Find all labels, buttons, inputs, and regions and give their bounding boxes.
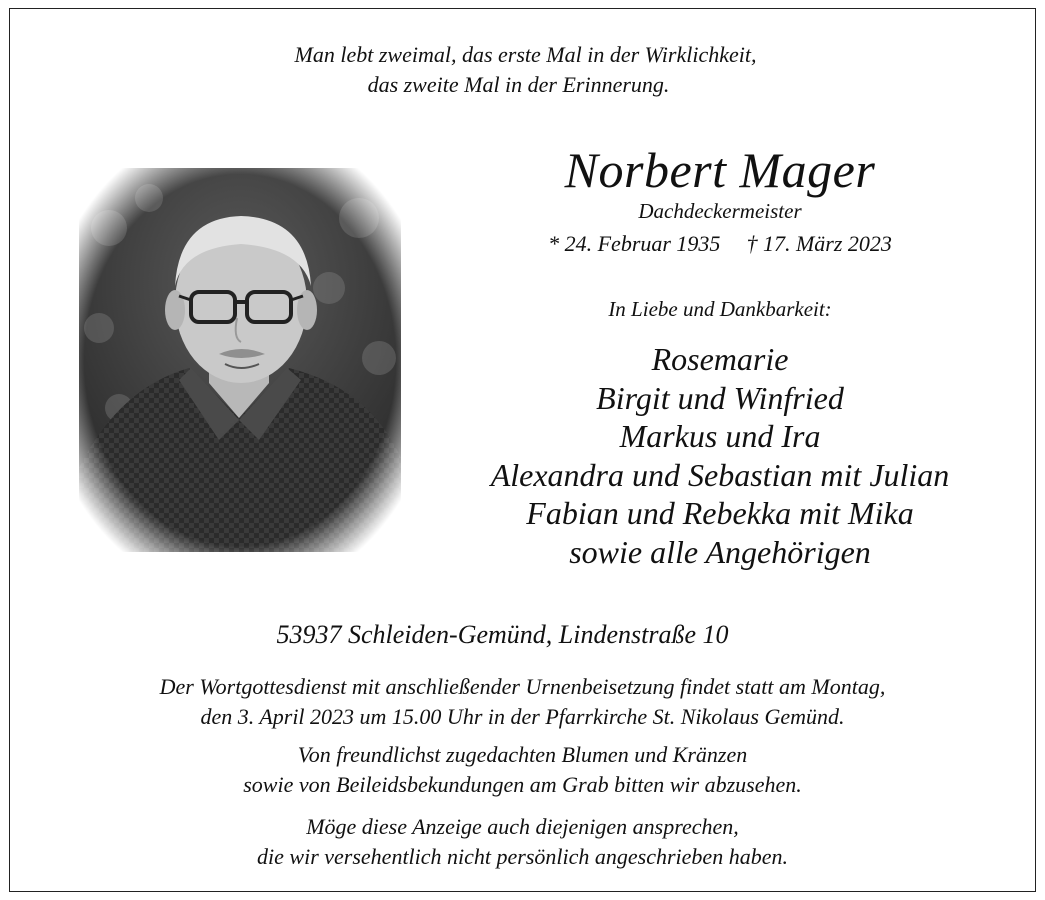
flowers-notice: [0, 740, 1045, 800]
service-notice: [0, 672, 1045, 732]
flowers-line-1: Von freundlichst zugedachten Blumen und Kränzen: [297, 742, 748, 767]
closing-notice: [0, 812, 1045, 872]
service-line-1: Der Wortgottesdienst mit anschließender Urnenbeisetzung findet statt am Montag,: [159, 674, 886, 699]
portrait-photo: [79, 168, 401, 552]
address: [0, 618, 1045, 652]
profession: Dachdeckermeister: [638, 199, 802, 223]
family-member: Alexandra und Sebastian mit Julian: [490, 456, 950, 493]
family-member: Fabian und Rebekka mit Mika: [526, 495, 914, 531]
closing-line-1: Möge diese Anzeige auch diejenigen ansprechen,: [306, 814, 739, 839]
flowers-line-2: sowie von Beileidsbekundungen am Grab bitten wir abzusehen.: [243, 772, 802, 797]
thanks-line: In Liebe und Dankbarkeit:: [608, 297, 832, 321]
birth-date: * 24. Februar 1935: [548, 231, 721, 256]
motto-quote: [0, 40, 1045, 100]
deceased-name: Norbert Mager: [564, 142, 876, 198]
family-member: Birgit und Winfried: [596, 379, 844, 416]
family-member: Markus und Ira: [619, 418, 821, 454]
service-line-2: den 3. April 2023 um 15.00 Uhr in der Pfarrkirche St. Nikolaus Gemünd.: [200, 704, 845, 729]
motto-line-1: Man lebt zweimal, das erste Mal in der Wirklichkeit,: [294, 42, 757, 67]
death-date: † 17. März 2023: [746, 231, 892, 256]
closing-line-2: die wir versehentlich nicht persönlich angeschrieben haben.: [257, 844, 788, 869]
address-text: 53937 Schleiden-Gemünd, Lindenstraße 10: [276, 620, 729, 649]
family-member: Rosemarie: [651, 341, 789, 377]
family-member: sowie alle Angehörigen: [569, 533, 871, 570]
life-dates: [440, 230, 1000, 258]
motto-line-2: das zweite Mal in der Erinnerung.: [367, 72, 670, 97]
family-list: [420, 340, 1020, 571]
